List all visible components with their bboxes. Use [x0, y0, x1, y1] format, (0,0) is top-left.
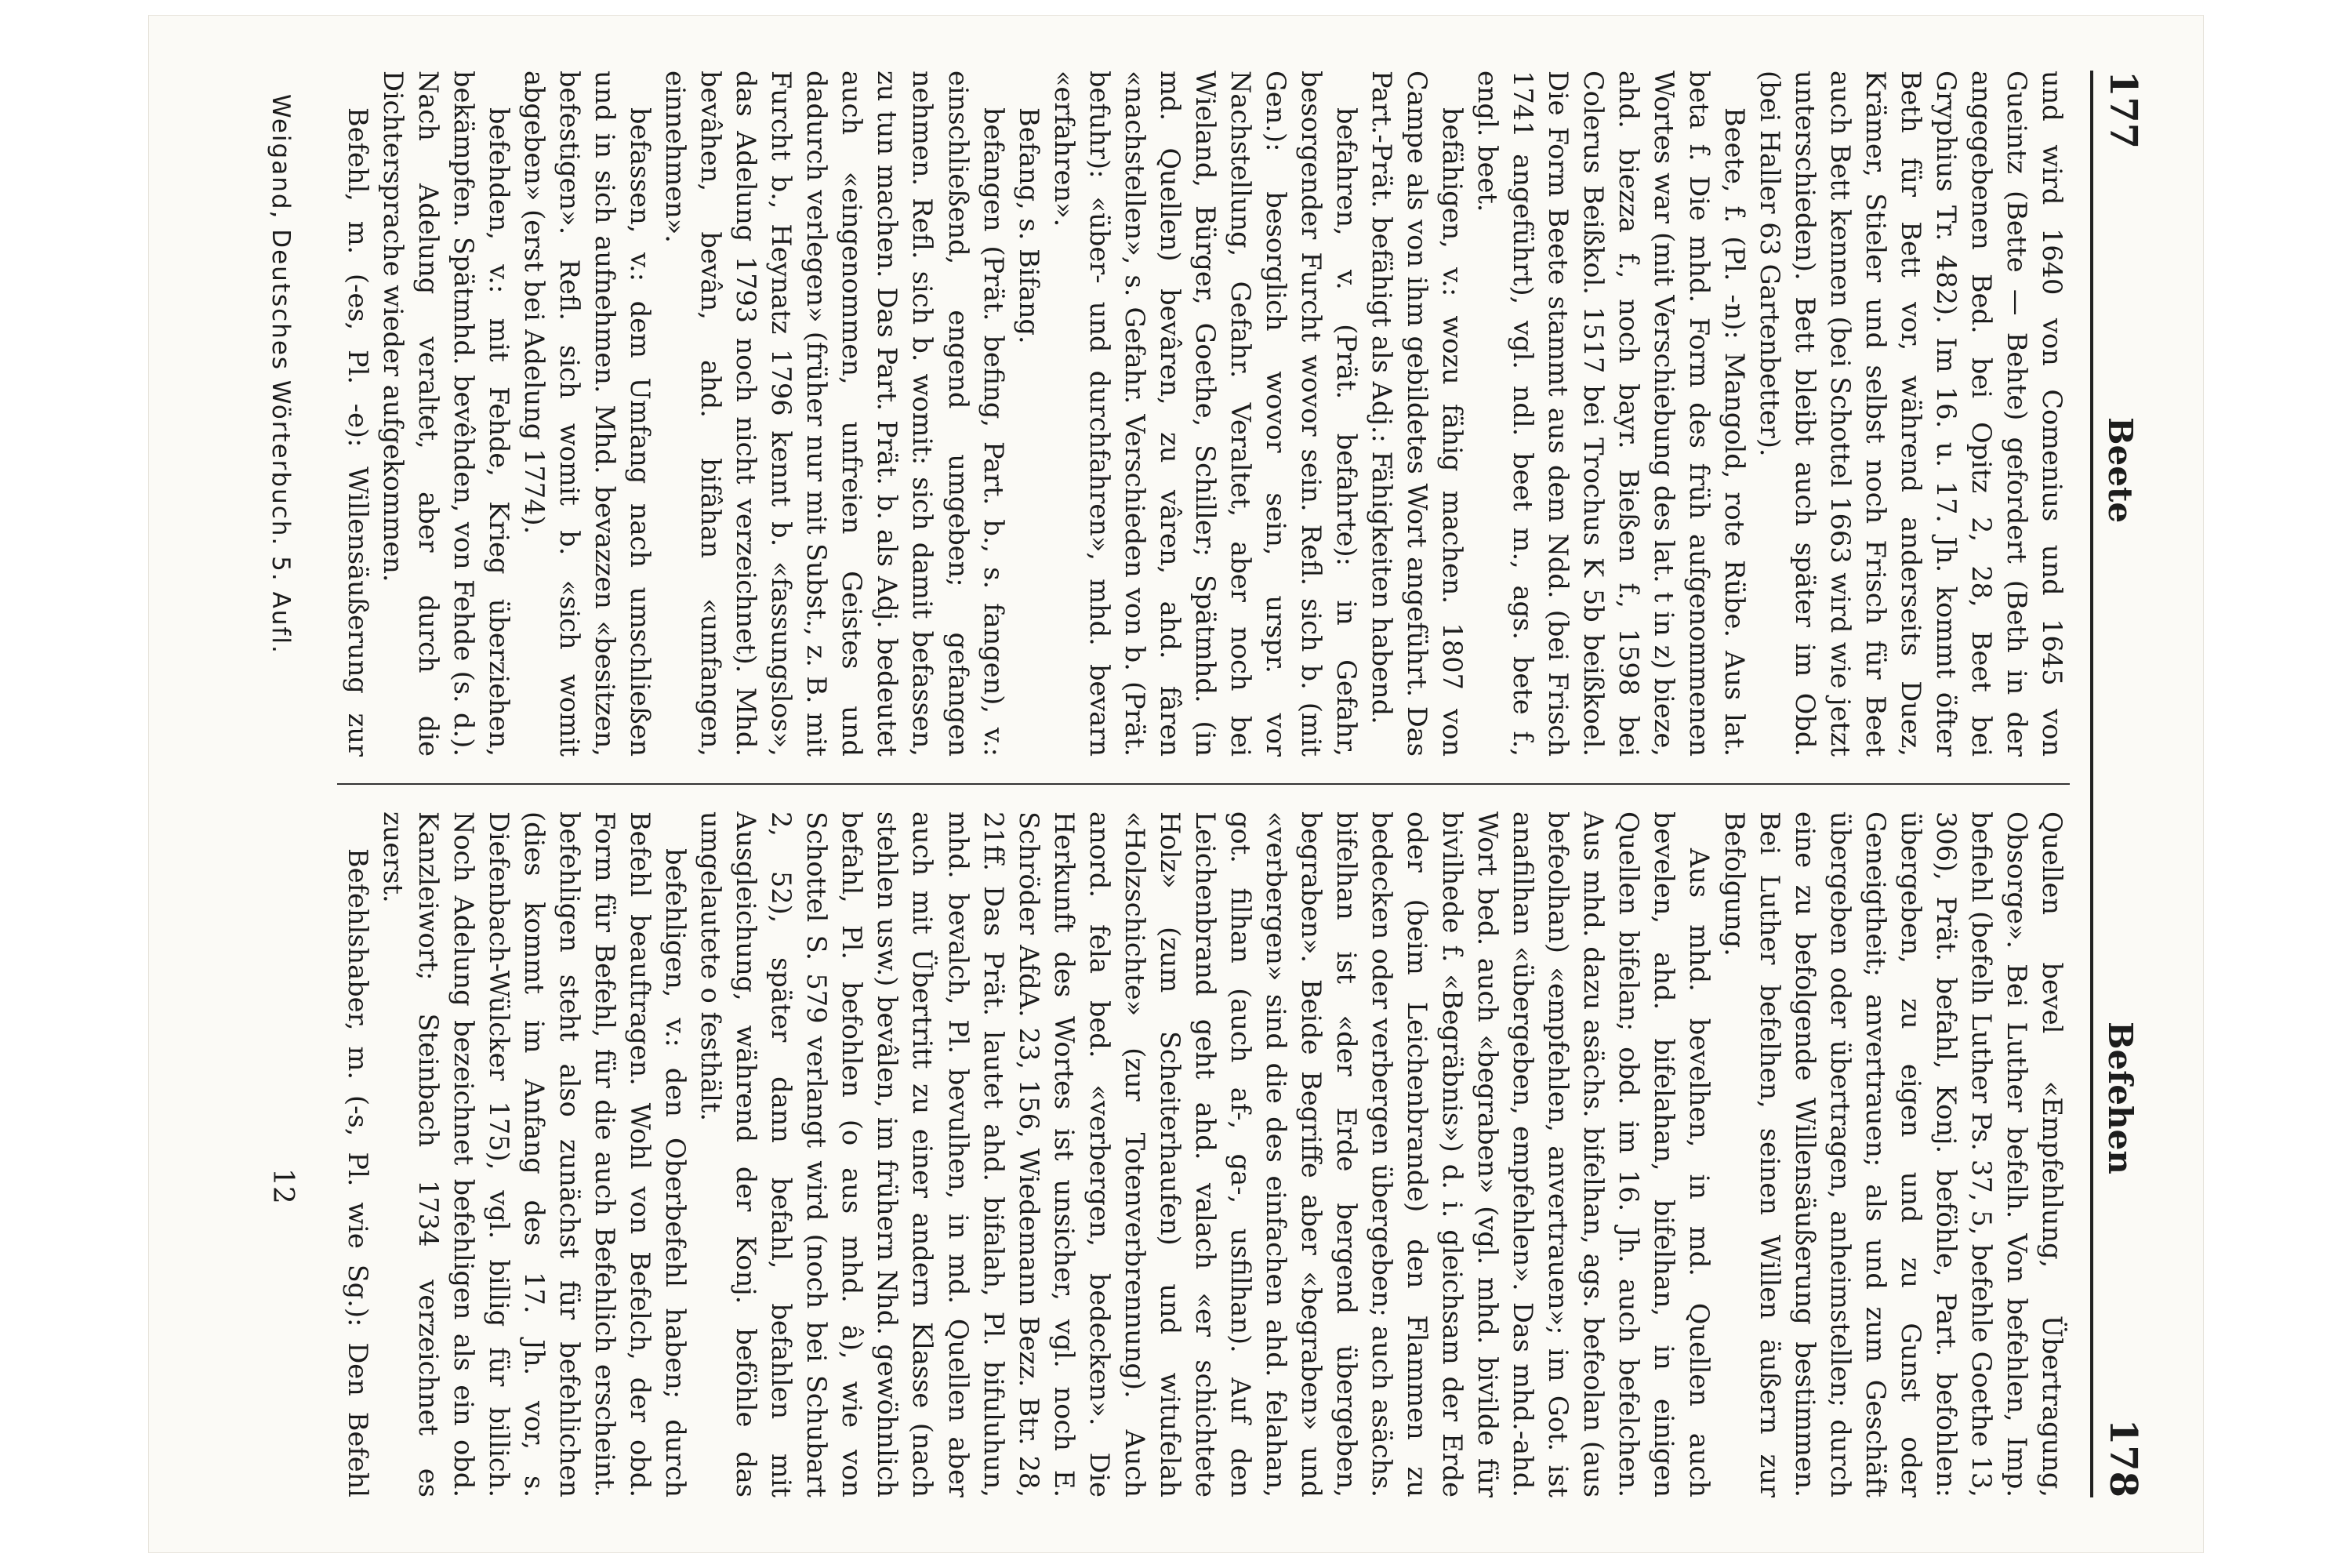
printer-signature: Weigand, Deutsches Wörterbuch. 5. Aufl.: [267, 94, 295, 655]
entry-befehlshaber: Befehlshaber, m. (-s, Pl. wie Sg.): Den Befehl: [343, 848, 374, 1497]
page-number-right: 178: [2101, 1418, 2145, 1497]
entry-beete: Beete, f. (Pl. -n): Mangold, rote Rübe. Aus lat. beta f. Die mhd. Form des früh aufgenommenen Wortes war (mit Verschiebung des lat. t in z) bieze, ahd. biezza f., noch bayr. Bießen f., 1598 bei Colerus Beißkol. 1517 bei Trochus K 5b beißkoel. Die Form Beete stammt aus dem Ndd. (bei Frisch 1741 angeführt), vgl. ndl. beet m., ags. bete f., engl. beet.: [1472, 71, 1750, 757]
entry-paragraph: und wird 1640 von Comenius und 1645 von Gueintz (Bette — Behte) gefordert (Beth in der angegebenen Bed. bei Opitz 2, 28, Beet bei Gryphius Tr. 482). Im 16. u. 17. Jh. kommt öfter Beth für Bett vor, während anderseits Duez, Krämer, Stieler und selbst noch Frisch für Beet auch Bett kennen (bei Schottel 1663 wird wie jetzt unterschieden). Bett bleibt auch später im Obd. (bei Haller 63 Gartenbetter).: [1754, 71, 2067, 757]
right-column: [337, 811, 2070, 1497]
entry-paragraph: Quellen bevel «Empfehlung, Übertragung, Obsorge». Bei Luther befelh. Von befehlen, Imp. befiehl (befelh Luther Ps. 37, 5, befehle Goethe 13, 306), Prät. befahl, Konj. beföhle, Part. befohlen: übergeben, zu eigen und zu Gunst oder Geneigtheit; anvertrauen; als und zum Geschäft übergeben oder übertragen, anheimstellen; durch eine zu befolgende Willensäußerung bestimmen. Bei Luther befelhen, seinen Willen äußern zur Befolgung.: [1719, 811, 2067, 1497]
headword-right: Befehen: [2101, 1021, 2140, 1174]
sheet-number: 12: [267, 1168, 299, 1204]
entry-befassen: befassen, v.: dem Umfang nach umschließen und in sich aufnehmen. Mhd. bevazzen «besitzen, befestigen». Refl. sich womit b. «sich womit abgeben» (erst bei Adelung 1774).: [519, 71, 656, 757]
entry-befaehigen: befähigen, v.: wozu fähig machen. 1807 von Campe als von ihm gebildetes Wort angeführt. Das Part.-Prät. befähigt als Adj.: Fähigkeiten habend.: [1366, 71, 1468, 757]
page-number-left: 177: [2101, 71, 2145, 150]
column-divider: [337, 783, 2070, 785]
left-column: [337, 71, 2070, 757]
dictionary-page: [149, 16, 2203, 1552]
entry-paragraph: Aus mhd. bevelhen, in md. Quellen auch bevelen, ahd. bifelahan, bifelhan, in einigen Quellen bifelan; obd. im 16. Jh. auch befelchen. Aus mhd. dazu asächs. bifelhan, ags. befeolan (aus befeolhan) «empfehlen, anvertrauen»; im Got. ist anafilhan «übergeben, empfehlen». Das mhd.-ahd. Wort bed. auch «begraben» (vgl. mhd. bivilde für bivilhede f. «Begräbnis») d. i. gleichsam der Erde oder (beim Leichenbrande) den Flammen zu bedecken oder verbergen übergeben; auch asächs. bifelhan ist «der Erde bergend übergeben, begraben». Beide Begriffe aber «begraben» und «verbergen» sind die des einfachen ahd. felahan, got. filhan (auch af-, ga-, usfilhan). Auf den Leichenbrand geht ahd. valach «er schichtete Holz» (zum Scheiterhaufen) und witufelah «Holzschichte» (zur Totenverbrennung). Auch anord. fela bed. «verbergen, bedecken». Die Herkunft des Wortes ist unsicher, vgl. noch E. Schröder AfdA. 23, 156, Wiedemann Bezz. Btr. 28, 21ff. Das Prät. lautet ahd. bifalah, Pl. bifuluhun, mhd. bevalch, Pl. bevulhen, in md. Quellen aber auch mit Übertritt zu einer andern Klasse (nach stehlen usw.) bevâlen, im frühern Nhd. gewöhnlich befahl, Pl. befohlen (o aus mhd. â), wie von Schottel S. 579 verlangt wird (noch bei Schubart 2, 52), später dann befahl, befahlen mit Ausgleichung, während der Konj. beföhle das umgelautete o festhält.: [695, 811, 1715, 1497]
entry-befangen: befangen (Prät. befing, Part. b., s. fangen), v.: einschließend, engend umgeben; gefangen nehmen. Refl. sich b. womit: sich damit befassen, zu tun machen. Das Part. Prät. b. als Adj. bedeutet auch «eingenommen, unfreien Geistes und dadurch verlegen» (früher nur mit Subst., z. B. mit Furcht b., Heynatz 1796 kennt b. «fassungslos», das Adelung 1793 noch nicht verzeichnet). Mhd. bevâhen, bevân, ahd. bifâhan «umfangen, einnehmen».: [660, 71, 1009, 757]
entry-befang: Befang, s. Bifang.: [1013, 107, 1044, 344]
entry-befahren: befahren, v. (Prät. befahrte): in Gefahr, besorgender Furcht wovor sein. Refl. sich b. (mit Gen.): besorglich wovor sein, urspr. vor Nachstellung, Gefahr. Veraltet, aber noch bei Wieland, Bürger, Goethe, Schiller; Spätmhd. (in md. Quellen) bevâren, zu vâren, ahd. fâren «nachstellen», s. Gefahr. Verschieden von b. (Prät. befuhr): «über- und durchfahren», mhd. bevarn «erfahren».: [1048, 71, 1362, 757]
entry-befehden: befehden, v.: mit Fehde, Krieg überziehen, bekämpfen. Spätmhd. bevêhden, von Fehde (s. d.). Nach Adelung veraltet, aber durch die Dichtersprache wieder aufgekommen.: [378, 71, 515, 757]
running-head: [2090, 71, 2148, 1497]
entry-befehl: Befehl, m. (-es, Pl. -e): Willensäußerung zur: [343, 107, 374, 757]
entry-befehligen: befehligen, v.: den Oberbefehl haben; durch Befehl beauftragen. Wohl von Befelch, der obd. Form für Befehl, für die auch Befehlich erscheint. befehligen steht also zunächst für befehlichen (dies kommt im Anfang des 17. Jh. vor, s. Diefenbach-Wülcker 175), vgl. billig für billich. Noch Adelung bezeichnet befehligen als ein obd. Kanzleiwort; Steinbach 1734 verzeichnet es zuerst.: [378, 811, 691, 1497]
headword-left: Beete: [2101, 417, 2140, 524]
